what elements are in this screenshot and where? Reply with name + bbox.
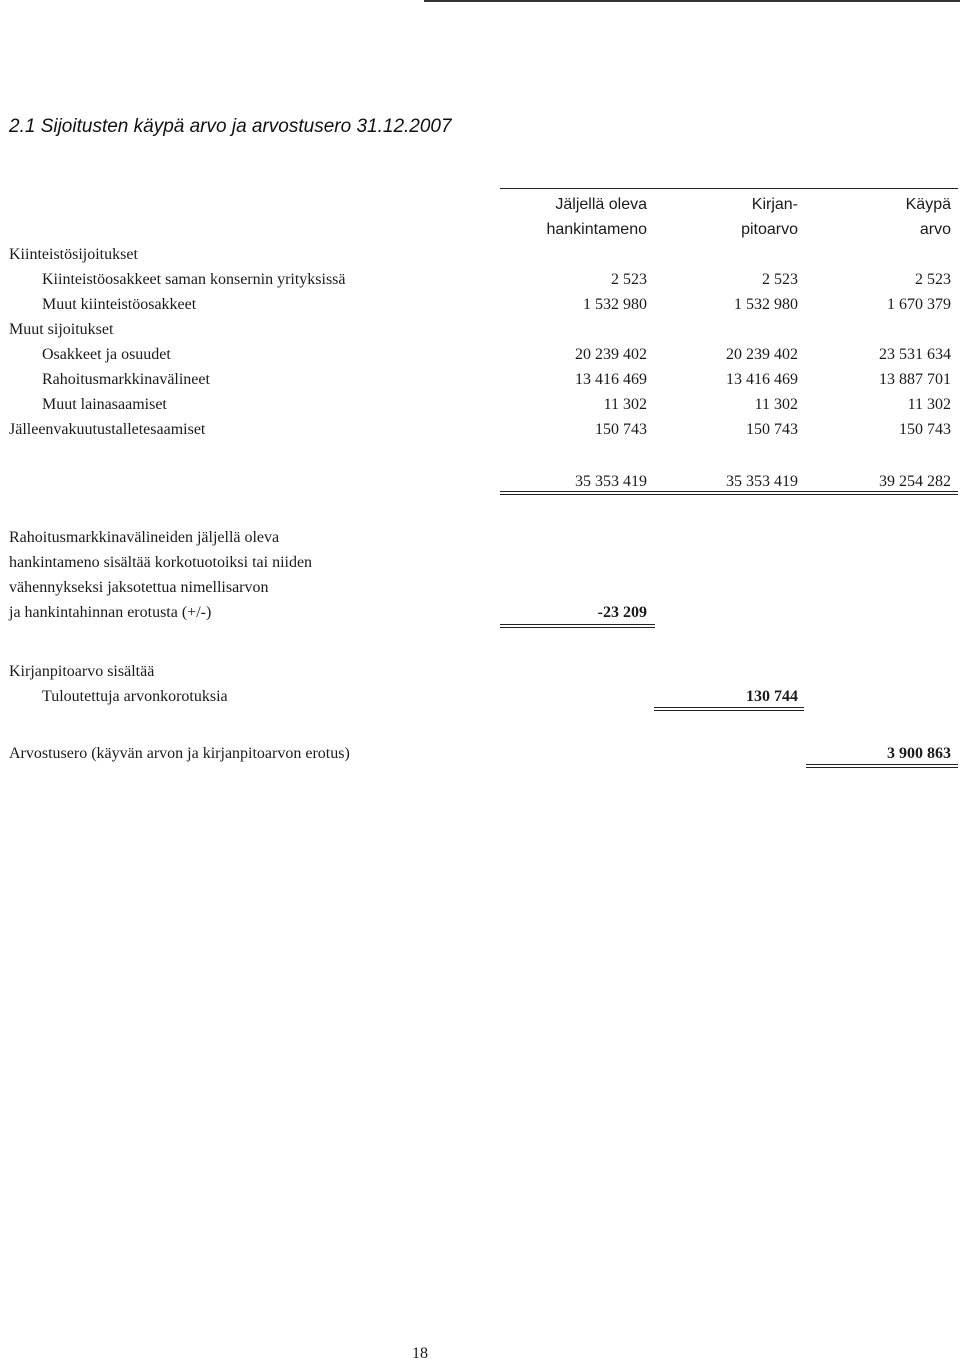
total-fair-value: 39 254 282 bbox=[879, 473, 951, 490]
table-row-label: Osakkeet ja osuudet bbox=[42, 346, 171, 363]
valuation-difference-underline bbox=[806, 764, 958, 765]
valuation-difference-label: Arvostusero (käyvän arvon ja kirjanpitoarvon erotus) bbox=[9, 745, 350, 762]
table-cell: 20 239 402 bbox=[726, 346, 798, 363]
column-header-acquisition-cost bbox=[497, 192, 647, 242]
note-line: Rahoitusmarkkinavälineiden jäljellä oleva bbox=[9, 529, 280, 546]
book-value-amount: 130 744 bbox=[746, 688, 798, 705]
table-row-label: Muut lainasaamiset bbox=[42, 396, 167, 413]
table-cell: 1 532 980 bbox=[583, 296, 647, 313]
total-book-value: 35 353 419 bbox=[726, 473, 798, 490]
table-row-label: Muut sijoitukset bbox=[9, 321, 114, 338]
note-line: ja hankintahinnan erotusta (+/-) bbox=[9, 604, 212, 621]
table-cell: 13 887 701 bbox=[879, 371, 951, 388]
table-cell: 1 532 980 bbox=[734, 296, 798, 313]
note-value: -23 209 bbox=[597, 604, 647, 621]
column-header-line: arvo bbox=[919, 221, 951, 238]
table-cell: 13 416 469 bbox=[726, 371, 798, 388]
header-rule bbox=[500, 188, 958, 189]
table-cell: 23 531 634 bbox=[879, 346, 951, 363]
total-underline bbox=[500, 494, 958, 495]
table-cell: 150 743 bbox=[595, 421, 647, 438]
book-value-underline bbox=[654, 707, 804, 708]
table-row-label: Jälleenvakuutustalletesaamiset bbox=[9, 421, 206, 438]
table-cell: 1 670 379 bbox=[887, 296, 951, 313]
table-cell: 150 743 bbox=[746, 421, 798, 438]
column-header-line: hankintameno bbox=[546, 221, 647, 238]
table-row-label: Rahoitusmarkkinavälineet bbox=[42, 371, 210, 388]
total-underline bbox=[500, 491, 958, 492]
table-cell: 2 523 bbox=[915, 271, 951, 288]
book-value-title: Kirjanpitoarvo sisältää bbox=[9, 663, 155, 680]
table-row-label: Kiinteistöosakkeet saman konsernin yrityksissä bbox=[42, 271, 346, 288]
table-cell: 20 239 402 bbox=[575, 346, 647, 363]
column-header-line: Kirjan- bbox=[751, 196, 798, 213]
column-header-line: Jäljellä oleva bbox=[555, 196, 647, 213]
book-value-underline bbox=[654, 710, 804, 711]
table-cell: 11 302 bbox=[754, 396, 798, 413]
table-row-label: Kiinteistösijoitukset bbox=[9, 246, 138, 263]
total-acquisition-cost: 35 353 419 bbox=[575, 473, 647, 490]
table-cell: 11 302 bbox=[907, 396, 951, 413]
table-cell: 2 523 bbox=[762, 271, 798, 288]
column-header-book-value bbox=[648, 192, 798, 242]
valuation-difference-amount: 3 900 863 bbox=[887, 745, 951, 762]
column-header-line: pitoarvo bbox=[741, 221, 798, 238]
column-header-line: Käypä bbox=[905, 196, 951, 213]
page-heading: 2.1 Sijoitusten käypä arvo ja arvostusero 31.12.2007 bbox=[9, 116, 452, 137]
column-header-fair-value bbox=[801, 192, 951, 242]
valuation-difference-underline bbox=[806, 767, 958, 768]
note-underline bbox=[500, 627, 655, 628]
book-value-label: Tuloutettuja arvonkorotuksia bbox=[42, 688, 228, 705]
note-line: hankintameno sisältää korkotuotoiksi tai niiden bbox=[9, 554, 313, 571]
top-rule bbox=[424, 0, 960, 2]
table-cell: 150 743 bbox=[899, 421, 951, 438]
table-row-label: Muut kiinteistöosakkeet bbox=[42, 296, 197, 313]
note-line: vähennykseksi jaksotettua nimellisarvon bbox=[9, 579, 269, 596]
note-underline bbox=[500, 624, 655, 625]
page-number: 18 bbox=[412, 1345, 428, 1362]
table-cell: 11 302 bbox=[603, 396, 647, 413]
table-cell: 13 416 469 bbox=[575, 371, 647, 388]
table-cell: 2 523 bbox=[611, 271, 647, 288]
